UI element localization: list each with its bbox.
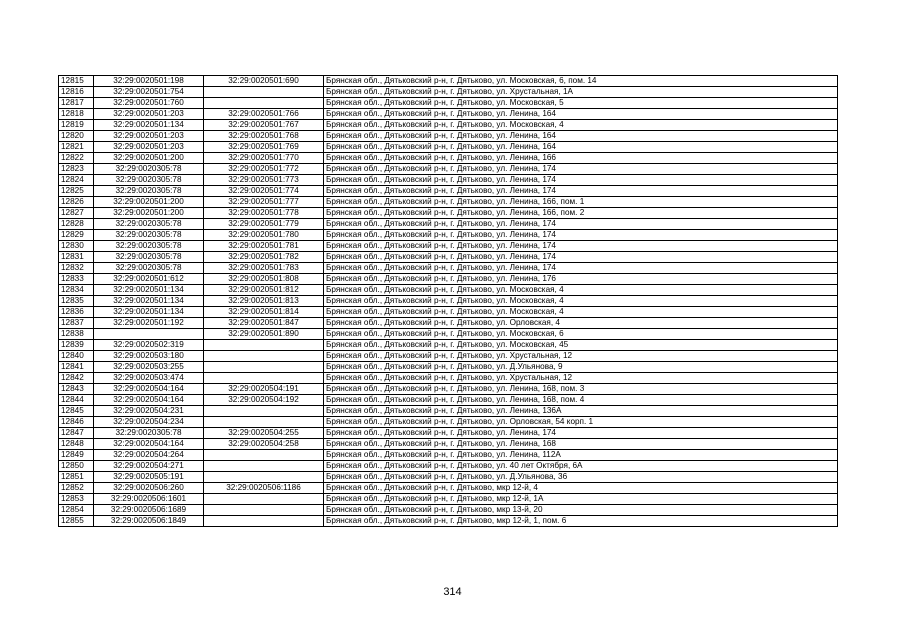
object-number-cell: 32:29:0020504:191 bbox=[204, 384, 324, 395]
table-row bbox=[59, 186, 838, 197]
object-number-cell bbox=[204, 450, 324, 461]
row-number-cell: 12835 bbox=[59, 296, 94, 307]
row-number-cell: 12841 bbox=[59, 362, 94, 373]
row-number-cell: 12844 bbox=[59, 395, 94, 406]
address-cell: Брянская обл., Дятьковский р-н, г. Дятьково, ул. Ленина, 174 bbox=[324, 263, 838, 274]
cadastral-number-cell: 32:29:0020305:78 bbox=[94, 175, 204, 186]
address-cell: Брянская обл., Дятьковский р-н, г. Дятьково, ул. Ленина, 166, пом. 1 bbox=[324, 197, 838, 208]
cadastral-number-cell: 32:29:0020501:200 bbox=[94, 197, 204, 208]
object-number-cell: 32:29:0020501:770 bbox=[204, 153, 324, 164]
address-cell: Брянская обл., Дятьковский р-н, г. Дятьково, ул. Московская, 4 bbox=[324, 296, 838, 307]
address-cell: Брянская обл., Дятьковский р-н, г. Дятьково, ул. Ленина, 112А bbox=[324, 450, 838, 461]
table-row bbox=[59, 450, 838, 461]
cadastral-number-cell: 32:29:0020506:1689 bbox=[94, 505, 204, 516]
cadastral-number-cell: 32:29:0020501:200 bbox=[94, 208, 204, 219]
address-cell: Брянская обл., Дятьковский р-н, г. Дятьково, ул. Ленина, 168, пом. 4 bbox=[324, 395, 838, 406]
table-row bbox=[59, 252, 838, 263]
page-number: 314 bbox=[443, 586, 462, 598]
object-number-cell: 32:29:0020501:690 bbox=[204, 76, 324, 87]
cadastral-number-cell: 32:29:0020501:198 bbox=[94, 76, 204, 87]
row-number-cell: 12847 bbox=[59, 428, 94, 439]
address-cell: Брянская обл., Дятьковский р-н, г. Дятьково, мкр 12-й, 1, пом. 6 bbox=[324, 516, 838, 527]
cadastral-number-cell: 32:29:0020504:271 bbox=[94, 461, 204, 472]
object-number-cell: 32:29:0020501:772 bbox=[204, 164, 324, 175]
object-number-cell: 32:29:0020501:812 bbox=[204, 285, 324, 296]
object-number-cell: 32:29:0020501:813 bbox=[204, 296, 324, 307]
address-cell: Брянская обл., Дятьковский р-н, г. Дятьково, ул. Московская, 4 bbox=[324, 285, 838, 296]
address-cell: Брянская обл., Дятьковский р-н, г. Дятьково, ул. Ленина, 174 bbox=[324, 230, 838, 241]
table-row bbox=[59, 494, 838, 505]
row-number-cell: 12827 bbox=[59, 208, 94, 219]
object-number-cell bbox=[204, 417, 324, 428]
object-number-cell: 32:29:0020501:890 bbox=[204, 329, 324, 340]
cadastral-number-cell: 32:29:0020501:203 bbox=[94, 131, 204, 142]
row-number-cell: 12826 bbox=[59, 197, 94, 208]
row-number-cell: 12830 bbox=[59, 241, 94, 252]
row-number-cell: 12851 bbox=[59, 472, 94, 483]
address-cell: Брянская обл., Дятьковский р-н, г. Дятьково, ул. Ленина, 168 bbox=[324, 439, 838, 450]
address-cell: Брянская обл., Дятьковский р-н, г. Дятьково, ул. Ленина, 174 bbox=[324, 241, 838, 252]
address-cell: Брянская обл., Дятьковский р-н, г. Дятьково, ул. Ленина, 174 bbox=[324, 175, 838, 186]
table-row bbox=[59, 296, 838, 307]
object-number-cell: 32:29:0020501:814 bbox=[204, 307, 324, 318]
address-cell: Брянская обл., Дятьковский р-н, г. Дятьково, ул. Московская, 6, пом. 14 bbox=[324, 76, 838, 87]
address-cell: Брянская обл., Дятьковский р-н, г. Дятьково, ул. Ленина, 166, пом. 2 bbox=[324, 208, 838, 219]
table-row bbox=[59, 351, 838, 362]
object-number-cell: 32:29:0020504:192 bbox=[204, 395, 324, 406]
cadastral-number-cell: 32:29:0020506:1601 bbox=[94, 494, 204, 505]
row-number-cell: 12842 bbox=[59, 373, 94, 384]
table-row bbox=[59, 175, 838, 186]
object-number-cell bbox=[204, 406, 324, 417]
object-number-cell bbox=[204, 98, 324, 109]
cadastral-number-cell: 32:29:0020504:164 bbox=[94, 395, 204, 406]
object-number-cell bbox=[204, 505, 324, 516]
row-number-cell: 12828 bbox=[59, 219, 94, 230]
row-number-cell: 12853 bbox=[59, 494, 94, 505]
object-number-cell: 32:29:0020501:782 bbox=[204, 252, 324, 263]
object-number-cell: 32:29:0020501:780 bbox=[204, 230, 324, 241]
cadastral-number-cell: 32:29:0020501:134 bbox=[94, 307, 204, 318]
row-number-cell: 12817 bbox=[59, 98, 94, 109]
address-cell: Брянская обл., Дятьковский р-н, г. Дятьково, ул. Д.Ульянова, 9 bbox=[324, 362, 838, 373]
cadastral-number-cell: 32:29:0020501:134 bbox=[94, 120, 204, 131]
table-row bbox=[59, 197, 838, 208]
cadastral-number-cell bbox=[94, 329, 204, 340]
address-cell: Брянская обл., Дятьковский р-н, г. Дятьково, ул. Московская, 4 bbox=[324, 120, 838, 131]
cadastral-number-cell: 32:29:0020501:200 bbox=[94, 153, 204, 164]
row-number-cell: 12824 bbox=[59, 175, 94, 186]
address-cell: Брянская обл., Дятьковский р-н, г. Дятьково, ул. Хрустальная, 12 bbox=[324, 351, 838, 362]
table-row bbox=[59, 263, 838, 274]
table-body bbox=[59, 76, 838, 527]
object-number-cell bbox=[204, 87, 324, 98]
row-number-cell: 12839 bbox=[59, 340, 94, 351]
cadastral-number-cell: 32:29:0020503:474 bbox=[94, 373, 204, 384]
row-number-cell: 12833 bbox=[59, 274, 94, 285]
object-number-cell: 32:29:0020501:777 bbox=[204, 197, 324, 208]
cadastral-number-cell: 32:29:0020501:134 bbox=[94, 285, 204, 296]
cadastral-number-cell: 32:29:0020501:760 bbox=[94, 98, 204, 109]
row-number-cell: 12854 bbox=[59, 505, 94, 516]
address-cell: Брянская обл., Дятьковский р-н, г. Дятьково, мкр 12-й, 4 bbox=[324, 483, 838, 494]
object-number-cell bbox=[204, 362, 324, 373]
cadastral-number-cell: 32:29:0020506:260 bbox=[94, 483, 204, 494]
cadastral-number-cell: 32:29:0020504:264 bbox=[94, 450, 204, 461]
row-number-cell: 12815 bbox=[59, 76, 94, 87]
row-number-cell: 12825 bbox=[59, 186, 94, 197]
object-number-cell: 32:29:0020501:774 bbox=[204, 186, 324, 197]
address-cell: Брянская обл., Дятьковский р-н, г. Дятьково, ул. Ленина, 174 bbox=[324, 252, 838, 263]
row-number-cell: 12846 bbox=[59, 417, 94, 428]
address-cell: Брянская обл., Дятьковский р-н, г. Дятьково, ул. Ленина, 168, пом. 3 bbox=[324, 384, 838, 395]
object-number-cell bbox=[204, 516, 324, 527]
table-row bbox=[59, 285, 838, 296]
table-row bbox=[59, 373, 838, 384]
address-cell: Брянская обл., Дятьковский р-н, г. Дятьково, ул. Ленина, 174 bbox=[324, 186, 838, 197]
object-number-cell: 32:29:0020501:783 bbox=[204, 263, 324, 274]
table-row bbox=[59, 472, 838, 483]
table-row bbox=[59, 142, 838, 153]
object-number-cell: 32:29:0020501:847 bbox=[204, 318, 324, 329]
table-row bbox=[59, 98, 838, 109]
row-number-cell: 12840 bbox=[59, 351, 94, 362]
table-row bbox=[59, 406, 838, 417]
object-number-cell: 32:29:0020501:781 bbox=[204, 241, 324, 252]
row-number-cell: 12845 bbox=[59, 406, 94, 417]
table-row bbox=[59, 362, 838, 373]
address-cell: Брянская обл., Дятьковский р-н, г. Дятьково, ул. Московская, 6 bbox=[324, 329, 838, 340]
table-row bbox=[59, 120, 838, 131]
cadastral-number-cell: 32:29:0020501:134 bbox=[94, 296, 204, 307]
object-number-cell: 32:29:0020501:766 bbox=[204, 109, 324, 120]
object-number-cell: 32:29:0020501:779 bbox=[204, 219, 324, 230]
row-number-cell: 12848 bbox=[59, 439, 94, 450]
cadastral-number-cell: 32:29:0020305:78 bbox=[94, 186, 204, 197]
address-cell: Брянская обл., Дятьковский р-н, г. Дятьково, ул. Хрустальная, 1А bbox=[324, 87, 838, 98]
table-row bbox=[59, 318, 838, 329]
address-cell: Брянская обл., Дятьковский р-н, г. Дятьково, ул. Ленина, 176 bbox=[324, 274, 838, 285]
table-row bbox=[59, 307, 838, 318]
table-row bbox=[59, 230, 838, 241]
address-cell: Брянская обл., Дятьковский р-н, г. Дятьково, ул. Ленина, 166 bbox=[324, 153, 838, 164]
address-cell: Брянская обл., Дятьковский р-н, г. Дятьково, ул. Московская, 4 bbox=[324, 307, 838, 318]
object-number-cell bbox=[204, 472, 324, 483]
address-cell: Брянская обл., Дятьковский р-н, г. Дятьково, ул. Ленина, 136А bbox=[324, 406, 838, 417]
object-number-cell bbox=[204, 494, 324, 505]
cadastral-number-cell: 32:29:0020501:754 bbox=[94, 87, 204, 98]
table-row bbox=[59, 329, 838, 340]
address-cell: Брянская обл., Дятьковский р-н, г. Дятьково, мкр 13-й, 20 bbox=[324, 505, 838, 516]
row-number-cell: 12834 bbox=[59, 285, 94, 296]
cadastral-number-cell: 32:29:0020502:319 bbox=[94, 340, 204, 351]
cadastral-number-cell: 32:29:0020305:78 bbox=[94, 252, 204, 263]
address-cell: Брянская обл., Дятьковский р-н, г. Дятьково, ул. Хрустальная, 12 bbox=[324, 373, 838, 384]
object-number-cell bbox=[204, 373, 324, 384]
object-number-cell bbox=[204, 351, 324, 362]
table-row bbox=[59, 384, 838, 395]
cadastral-number-cell: 32:29:0020504:231 bbox=[94, 406, 204, 417]
table-row bbox=[59, 131, 838, 142]
row-number-cell: 12820 bbox=[59, 131, 94, 142]
object-number-cell: 32:29:0020501:769 bbox=[204, 142, 324, 153]
row-number-cell: 12831 bbox=[59, 252, 94, 263]
address-cell: Брянская обл., Дятьковский р-н, г. Дятьково, ул. Московская, 45 bbox=[324, 340, 838, 351]
table-row bbox=[59, 439, 838, 450]
row-number-cell: 12816 bbox=[59, 87, 94, 98]
object-number-cell: 32:29:0020501:767 bbox=[204, 120, 324, 131]
table-row bbox=[59, 395, 838, 406]
cadastral-number-cell: 32:29:0020504:234 bbox=[94, 417, 204, 428]
row-number-cell: 12822 bbox=[59, 153, 94, 164]
cadastral-number-cell: 32:29:0020305:78 bbox=[94, 263, 204, 274]
row-number-cell: 12850 bbox=[59, 461, 94, 472]
address-cell: Брянская обл., Дятьковский р-н, г. Дятьково, ул. 40 лет Октября, 6А bbox=[324, 461, 838, 472]
cadastral-number-cell: 32:29:0020501:192 bbox=[94, 318, 204, 329]
object-number-cell: 32:29:0020501:768 bbox=[204, 131, 324, 142]
object-number-cell bbox=[204, 461, 324, 472]
cadastral-number-cell: 32:29:0020305:78 bbox=[94, 241, 204, 252]
object-number-cell: 32:29:0020504:258 bbox=[204, 439, 324, 450]
table-row bbox=[59, 153, 838, 164]
address-cell: Брянская обл., Дятьковский р-н, г. Дятьково, ул. Ленина, 164 bbox=[324, 109, 838, 120]
row-number-cell: 12819 bbox=[59, 120, 94, 131]
object-number-cell: 32:29:0020504:255 bbox=[204, 428, 324, 439]
table-row bbox=[59, 76, 838, 87]
table-row bbox=[59, 505, 838, 516]
address-cell: Брянская обл., Дятьковский р-н, г. Дятьково, ул. Ленина, 164 bbox=[324, 131, 838, 142]
object-number-cell: 32:29:0020501:773 bbox=[204, 175, 324, 186]
row-number-cell: 12843 bbox=[59, 384, 94, 395]
table-row bbox=[59, 461, 838, 472]
cadastral-number-cell: 32:29:0020504:164 bbox=[94, 439, 204, 450]
cadastral-number-cell: 32:29:0020503:255 bbox=[94, 362, 204, 373]
table-row bbox=[59, 164, 838, 175]
row-number-cell: 12855 bbox=[59, 516, 94, 527]
row-number-cell: 12823 bbox=[59, 164, 94, 175]
cadastral-number-cell: 32:29:0020506:1849 bbox=[94, 516, 204, 527]
address-cell: Брянская обл., Дятьковский р-н, г. Дятьково, мкр 12-й, 1А bbox=[324, 494, 838, 505]
address-cell: Брянская обл., Дятьковский р-н, г. Дятьково, ул. Д.Ульянова, 36 bbox=[324, 472, 838, 483]
address-cell: Брянская обл., Дятьковский р-н, г. Дятьково, ул. Ленина, 174 bbox=[324, 219, 838, 230]
row-number-cell: 12821 bbox=[59, 142, 94, 153]
cadastral-number-cell: 32:29:0020503:180 bbox=[94, 351, 204, 362]
cadastral-number-cell: 32:29:0020505:191 bbox=[94, 472, 204, 483]
table-row bbox=[59, 483, 838, 494]
cadastral-number-cell: 32:29:0020305:78 bbox=[94, 230, 204, 241]
table-row bbox=[59, 516, 838, 527]
address-cell: Брянская обл., Дятьковский р-н, г. Дятьково, ул. Орловская, 54 корп. 1 bbox=[324, 417, 838, 428]
table-row bbox=[59, 417, 838, 428]
cadastral-number-cell: 32:29:0020504:164 bbox=[94, 384, 204, 395]
cadastral-number-cell: 32:29:0020305:78 bbox=[94, 164, 204, 175]
address-cell: Брянская обл., Дятьковский р-н, г. Дятьково, ул. Ленина, 174 bbox=[324, 428, 838, 439]
table-row bbox=[59, 274, 838, 285]
object-number-cell: 32:29:0020501:808 bbox=[204, 274, 324, 285]
table-row bbox=[59, 219, 838, 230]
row-number-cell: 12837 bbox=[59, 318, 94, 329]
object-number-cell: 32:29:0020501:778 bbox=[204, 208, 324, 219]
table-row bbox=[59, 241, 838, 252]
row-number-cell: 12832 bbox=[59, 263, 94, 274]
row-number-cell: 12836 bbox=[59, 307, 94, 318]
table-row bbox=[59, 340, 838, 351]
row-number-cell: 12838 bbox=[59, 329, 94, 340]
address-cell: Брянская обл., Дятьковский р-н, г. Дятьково, ул. Ленина, 164 bbox=[324, 142, 838, 153]
address-cell: Брянская обл., Дятьковский р-н, г. Дятьково, ул. Орловская, 4 bbox=[324, 318, 838, 329]
cadastral-number-cell: 32:29:0020305:78 bbox=[94, 428, 204, 439]
row-number-cell: 12818 bbox=[59, 109, 94, 120]
row-number-cell: 12829 bbox=[59, 230, 94, 241]
object-number-cell bbox=[204, 340, 324, 351]
object-number-cell: 32:29:0020506:1186 bbox=[204, 483, 324, 494]
table-row bbox=[59, 208, 838, 219]
address-cell: Брянская обл., Дятьковский р-н, г. Дятьково, ул. Ленина, 174 bbox=[324, 164, 838, 175]
cadastral-number-cell: 32:29:0020501:612 bbox=[94, 274, 204, 285]
address-cell: Брянская обл., Дятьковский р-н, г. Дятьково, ул. Московская, 5 bbox=[324, 98, 838, 109]
cadastral-number-cell: 32:29:0020305:78 bbox=[94, 219, 204, 230]
cadastral-number-cell: 32:29:0020501:203 bbox=[94, 109, 204, 120]
cadastral-number-cell: 32:29:0020501:203 bbox=[94, 142, 204, 153]
row-number-cell: 12852 bbox=[59, 483, 94, 494]
table-row bbox=[59, 428, 838, 439]
cadastral-register-table bbox=[58, 75, 838, 527]
table-row bbox=[59, 87, 838, 98]
table-row bbox=[59, 109, 838, 120]
row-number-cell: 12849 bbox=[59, 450, 94, 461]
